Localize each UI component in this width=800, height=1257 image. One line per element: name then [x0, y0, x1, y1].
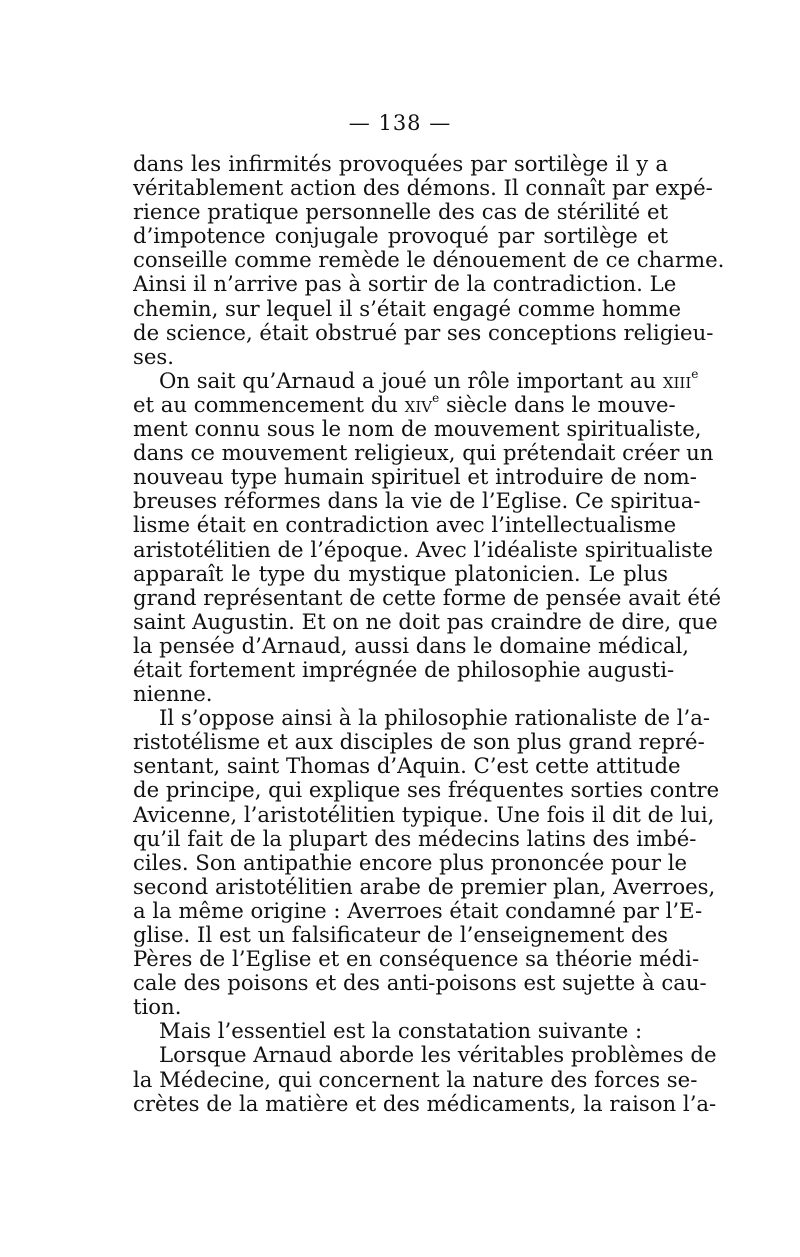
text-line: Avicenne, l’aristotélitien typique. Une fois il dit de lui,: [133, 801, 715, 827]
paragraph-3: [133, 705, 720, 1020]
century-numeral: xiv: [404, 391, 433, 417]
text-line: véritablement action des démons. Il connaît par expé-: [133, 175, 713, 201]
text-line: tion.: [133, 994, 182, 1020]
text-line: ment connu sous le nom de mouvement spiritualiste,: [133, 416, 702, 442]
text-line: aristotélitien de l’époque. Avec l’idéaliste spiritualiste: [133, 536, 714, 562]
text-line: a la même origine : Averroes était condamné par l’E-: [133, 897, 703, 923]
text-line: ristotélisme et aux disciples de son plus grand repré-: [133, 729, 705, 755]
text-line: saint Augustin. Et on ne doit pas craindre de dire, que: [133, 608, 718, 634]
paragraph-2: [133, 366, 722, 707]
text-line: qu’il fait de la plupart des médecins latins des imbé-: [133, 825, 697, 851]
text-line: nouveau type humain spirituel et introduire de nom-: [133, 464, 697, 490]
text-line: crètes de la matière et des médicaments, la raison l’a-: [133, 1090, 717, 1116]
superscript: e: [691, 366, 699, 381]
body-text: [133, 151, 725, 1116]
text-line: apparaît le type du mystique platonicien. Le plus: [133, 560, 668, 586]
text-line: breuses réformes dans la vie de l’Eglise. Ce spiritua-: [133, 488, 701, 514]
superscript: e: [432, 390, 440, 405]
text-line: de principe, qui explique ses fréquentes sorties contre: [133, 777, 720, 803]
paragraph-5: [133, 1042, 717, 1116]
text-line: d’impotence conjugale provoqué par sortilège et: [133, 223, 668, 249]
text-line: était fortement imprégnée de philosophie augusti-: [133, 656, 675, 682]
text-line: [133, 366, 699, 393]
text-line: sentant, saint Thomas d’Aquin. C’est cette attitude: [133, 753, 681, 779]
text-line: Pères de l’Eglise et en conséquence sa théorie médi-: [133, 946, 700, 972]
text-segment: On sait qu’Arnaud a joué un rôle important au: [159, 367, 663, 393]
text-line: dans les infirmités provoquées par sortilège il y a: [133, 151, 668, 176]
text-line: Ainsi il n’arrive pas à sortir de la contradiction. Le: [133, 271, 677, 297]
text-line: la Médecine, qui concernent la nature des forces se-: [133, 1066, 698, 1092]
text-line: second aristotélitien arabe de premier plan, Averroes,: [133, 873, 716, 899]
text-line: de science, était obstrué par ses conceptions religieu-: [133, 319, 714, 345]
text-segment: et au commencement du: [133, 391, 405, 417]
text-line: lisme était en contradiction avec l’intellectualisme: [133, 512, 677, 538]
page-number: — 138 —: [348, 111, 452, 135]
text-line: cale des poisons et des anti-poisons est sujette à cau-: [133, 970, 707, 996]
century-numeral: xiii: [662, 367, 692, 393]
text-line: la pensée d’Arnaud, aussi dans le domaine médical,: [133, 632, 690, 658]
text-line: [133, 390, 676, 417]
text-line: nienne.: [133, 681, 213, 707]
text-line: grand représentant de cette forme de pensée avait été: [133, 584, 722, 610]
text-line: dans ce mouvement religieux, qui prétendait créer un: [133, 440, 714, 466]
text-line: Lorsque Arnaud aborde les véritables problèmes de: [159, 1042, 717, 1068]
paragraph-4: [133, 1019, 668, 1043]
text-line: conseille comme remède le dénouement de ce charme.: [133, 247, 725, 273]
text-line: ciles. Son antipathie encore plus prononcée pour le: [133, 849, 688, 875]
text-line: ses.: [133, 343, 175, 369]
text-line: Il s’oppose ainsi à la philosophie rationaliste de l’a-: [159, 705, 711, 731]
paragraph-1: [133, 151, 725, 369]
text-line: Mais l’essentiel est la constatation suivante :: [159, 1018, 643, 1044]
text-line: glise. Il est un falsificateur de l’enseignement des: [133, 922, 668, 947]
text-line: chemin, sur lequel il s’était engagé comme homme: [133, 295, 682, 321]
text-segment: siècle dans le mouve-: [439, 391, 676, 417]
text-line: rience pratique personnelle des cas de stérilité et: [133, 199, 668, 225]
